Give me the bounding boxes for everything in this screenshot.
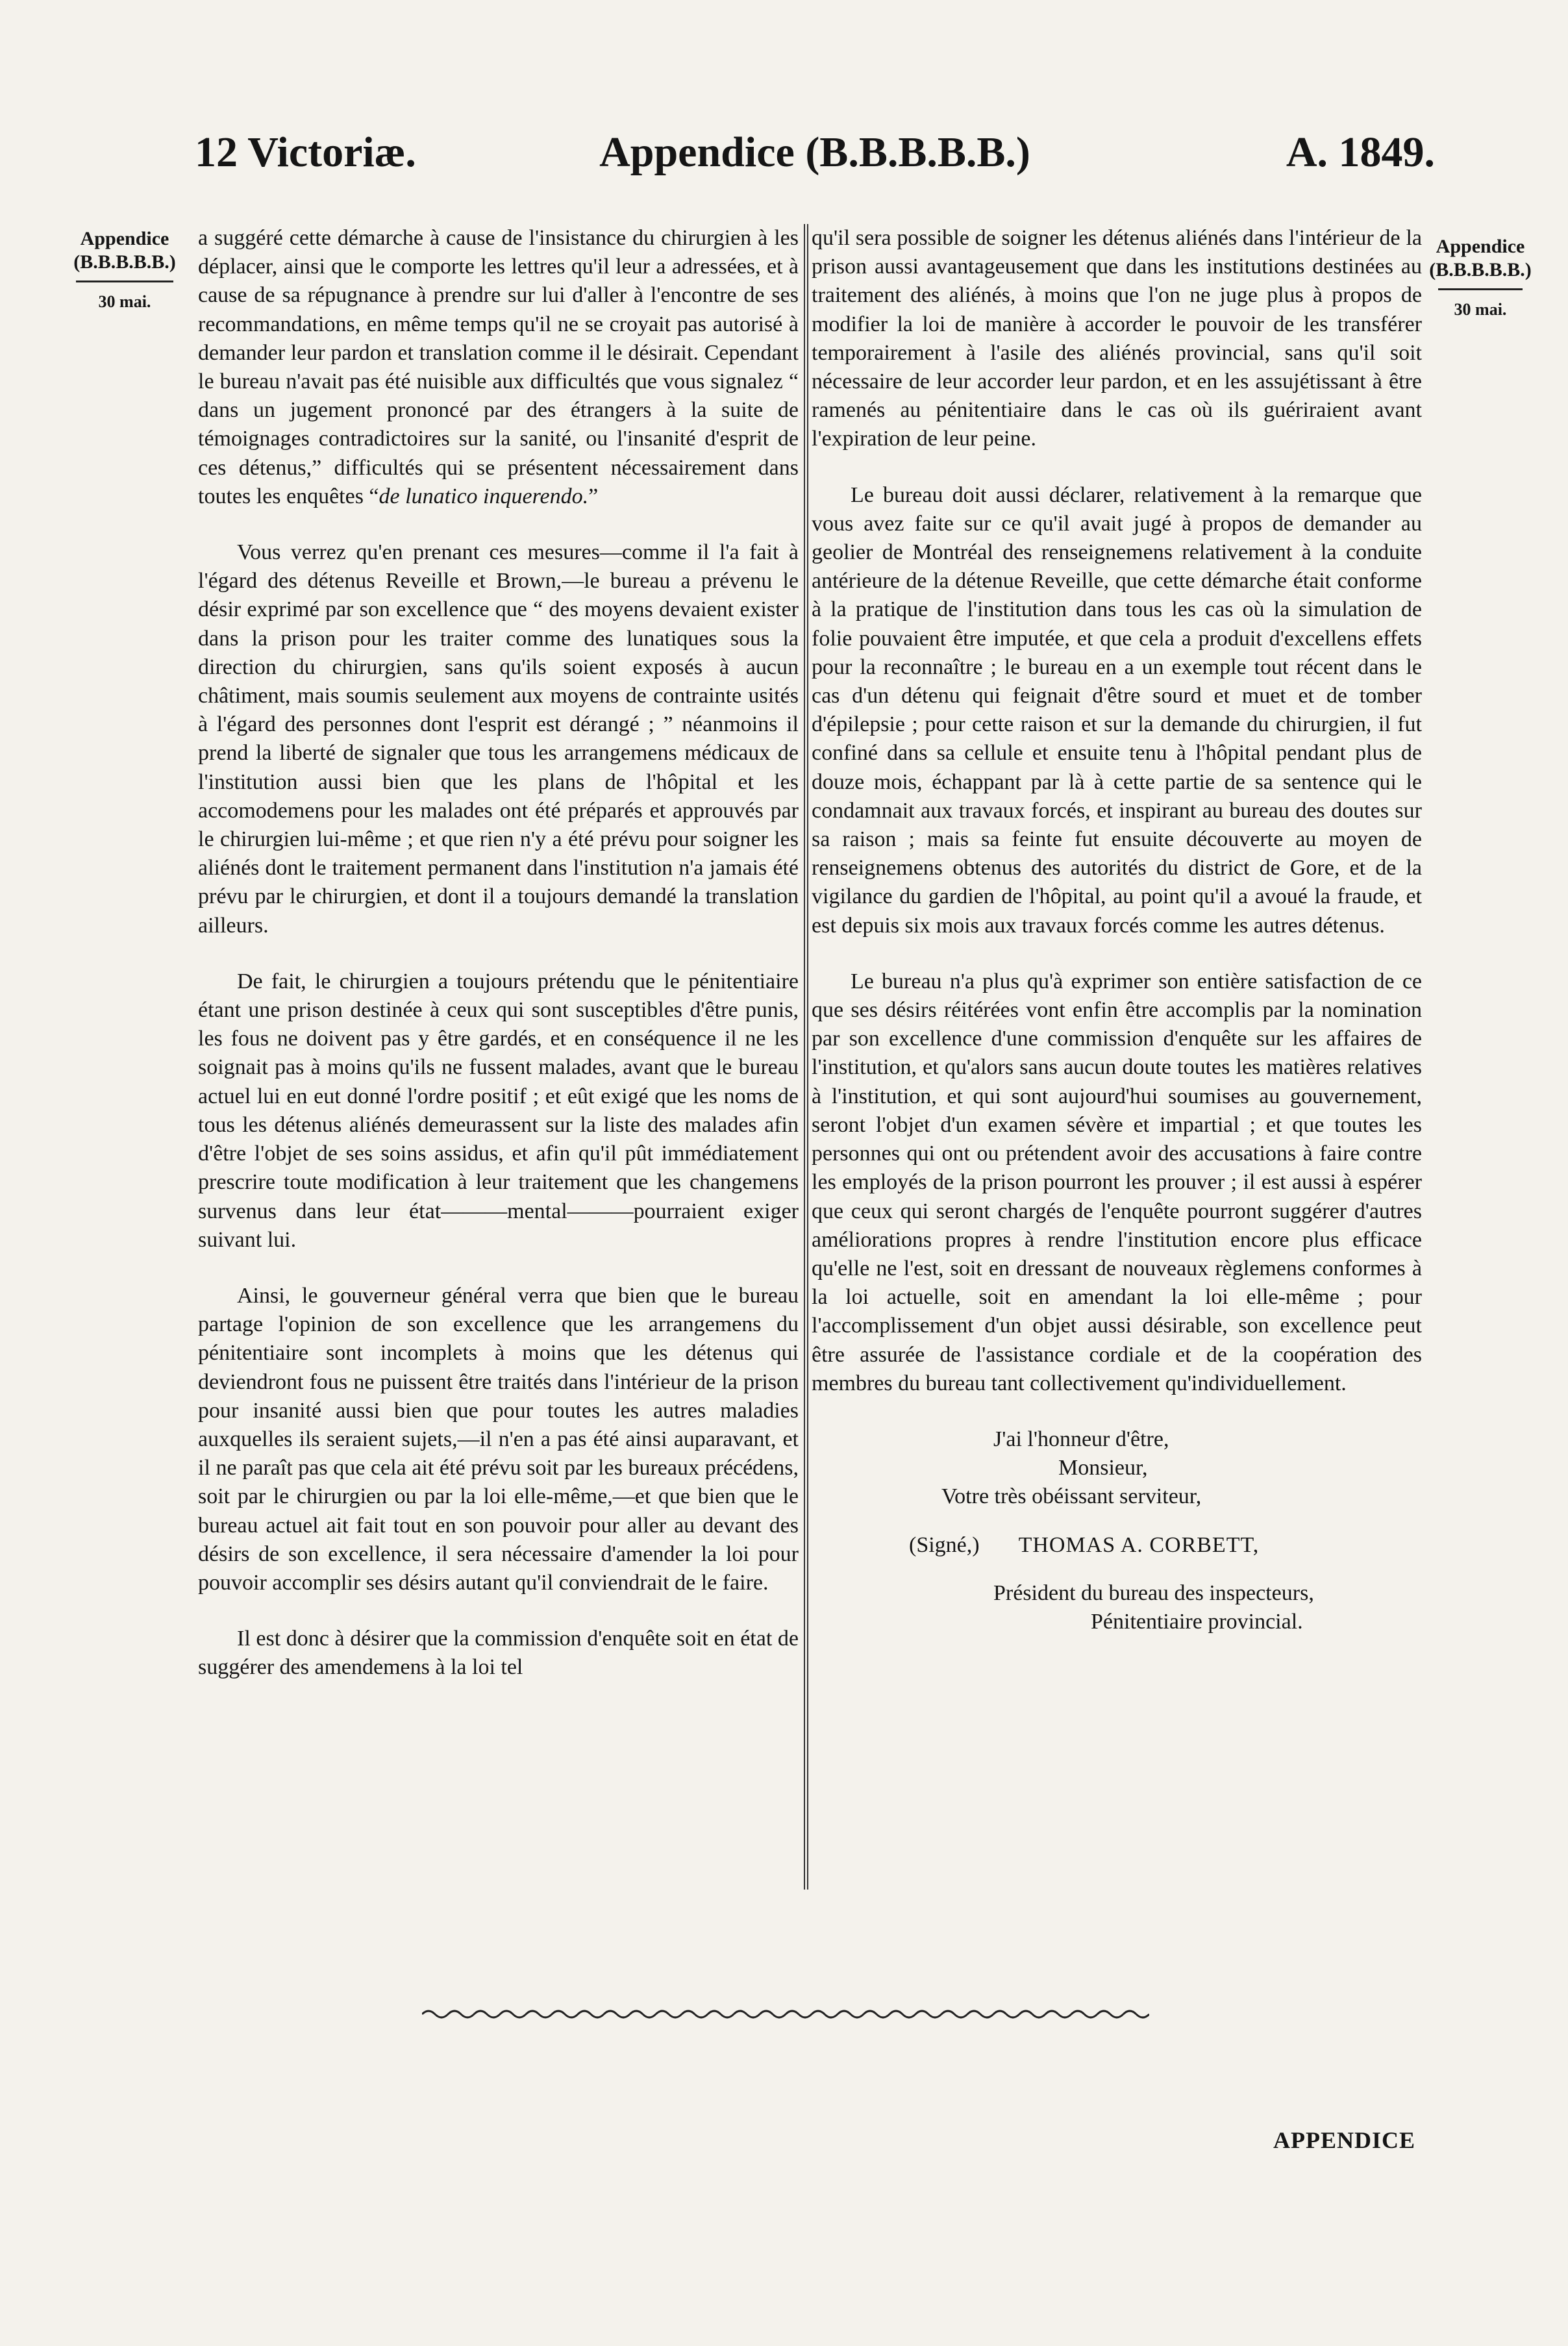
margin-note-date: 30 mai.: [1454, 300, 1507, 319]
paragraph: Le bureau doit aussi déclarer, relativement à la remarque que vous avez faite sur ce qu'il avait jugé à propos de demander au geolier de Montréal des renseignemens relativement à la conduite antérieure de la détenue Reveille, que cette démarche était conforme à la pratique de l'institution dans tous les cas où la simulation de folie pouvaient être imputée, et que cela a produit d'excellens effets pour la reconnaître ; le bureau en a un exemple tout récent dans le cas d'un détenu qui feignait d'être sourd et muet et de tomber d'épilepsie ; pour cette raison et sur la demande du chirurgien, il fut confiné dans sa cellule et ensuite tenu à l'hôpital pendant plus de douze mois, échappant par là à cette partie de sa sentence qui le condamnait aux travaux forcés, et inspirant au bureau des doutes sur sa raison ; mais sa feinte fut ensuite découverte au moyen de renseignemens obtenus des autorités du district de Gore, et de la vigilance du gardien de l'hôpital, au point qu'il a avoué la fraude, et est depuis six mois aux travaux forcés comme les autres détenus.: [812, 482, 1422, 938]
closing-servant: Votre très obéissant serviteur,: [941, 1484, 1202, 1509]
margin-note-label: Appendice: [1436, 236, 1525, 257]
signatory-name: THOMAS A. CORBETT,: [1018, 1532, 1260, 1557]
ornamental-rule: [422, 2006, 1149, 2022]
paragraph: Ainsi, le gouverneur général verra que bien que le bureau partage l'opinion de son excellence que les arrangemens du pénitentiaire sont incomplets à moins que les détenus qui deviendront fous ne puissent être traités dans l'intérieur de la prison pour insanité aussi bien que pour toutes les autres maladies auxquelles ils seraient sujets,—il n'en a pas été ainsi auparavant, et il ne paraît pas que cela ait été prévu soit par les bureaux précédens, soit par le chirurgien ou par la loi elle-même,—et que bien que le bureau actuel ait fait tout en son pouvoir pour aller au devant des désirs de son excellence, il sera nécessaire d'amender la loi pour pouvoir accomplir ses désirs autant qu'il conviendrait de le faire.: [198, 1283, 799, 1595]
left-column: [198, 224, 799, 1710]
margin-note-left: [60, 227, 190, 314]
column-divider: [804, 224, 808, 1890]
paragraph-text: a suggéré cette démarche à cause de l'insistance du chirurgien à les déplacer, ainsi que le comporte les lettres qu'il leur a adressées, et à cause de sa répugnance à prendre sur lui d'aller à l'encontre de ses recommandations, en même temps qu'il ne se croyait pas autorisé à demander leur pardon et translation comme il le désirait. Cependant le bureau n'avait pas été nuisible aux difficultés que vous signalez “ dans un jugement prononcé par des étrangers à la suite de témoignages contradictoires sur la sanité, ou l'insanité d'esprit de ces détenus,” difficultés qui se présentent nécessairement dans toutes les enquêtes “: [198, 226, 799, 508]
paragraph: Vous verrez qu'en prenant ces mesures—comme il l'a fait à l'égard des détenus Reveille et Brown,—le bureau a prévenu le désir exprimé par son excellence que “ des moyens devaient exister dans la prison pour les traiter comme des lunatiques sous la direction du chirurgien, sans qu'ils soient exposés à aucun châtiment, mais soumis seulement aux moyens de contrainte usités à l'égard des personnes dont l'esprit est dérangé ; ” néanmoins il prend la liberté de signaler que tous les arrangemens médicaux de l'institution aussi bien que les plans de l'hôpital et les accomodemens pour les malades ont été préparés et approuvés par le chirurgien lui-même ; et que rien n'y a été prévu pour soigner les aliénés dont le traitement permanent dans l'institution n'a jamais été prévu par le chirurgien, et dont il a toujours demandé la translation ailleurs.: [198, 540, 799, 938]
margin-note-ref: (B.B.B.B.B.): [73, 251, 176, 273]
header-year: A. 1849.: [1286, 129, 1435, 176]
paragraph: De fait, le chirurgien a toujours prétendu que le pénitentiaire étant une prison destinée à ceux qui sont susceptibles d'être punis, les fous ne doivent pas y être gardés, et en conséquence il ne les soignait pas à moins qu'ils ne fussent malades, avant que le bureau actuel lui en eut donné l'ordre positif ; et eût exigé que les noms de tous les détenus aliénés demeurassent sur la liste des malades afin d'être l'objet de ses soins assidus, et afin qu'il pût immédiatement prescrire toute modification à leur traitement que les changemens survenus dans leur état———mental———pourraient exiger suivant lui.: [198, 969, 799, 1252]
signature-line: [812, 1531, 1422, 1560]
latin-phrase: de lunatico inquerendo.: [379, 484, 589, 508]
paragraph: qu'il sera possible de soigner les détenus aliénés dans l'intérieur de la prison aussi avantageusement que dans les institutions destinées au traitement des aliénés, à moins que l'on ne juge plus à propos de modifier la loi de manière à accorder le pouvoir de les transférer temporairement à l'asile des aliénés provincial, sans qu'il soit nécessaire de leur accorder leur pardon, et en les assujétissant à être ramenés au pénitentiaire dans le cas où ils guériraient avant l'expiration de leur peine.: [812, 226, 1422, 451]
margin-note-rule: [76, 281, 173, 282]
closing-honour: J'ai l'honneur d'être,: [993, 1427, 1169, 1451]
margin-note-right: [1425, 235, 1536, 321]
signed-marker: (Signé,): [909, 1532, 980, 1557]
margin-note-label: Appendice: [80, 228, 169, 249]
margin-note-ref: (B.B.B.B.B.): [1429, 259, 1532, 281]
closing-quote: ”: [588, 484, 599, 508]
signatory-institution: Pénitentiaire provincial.: [1091, 1609, 1303, 1634]
paragraph: [198, 224, 799, 511]
catchword: APPENDICE: [1273, 2127, 1415, 2153]
header-session: 12 Victoriæ.: [195, 129, 416, 176]
page-header: [195, 123, 1435, 182]
signature-block: [812, 1425, 1422, 1636]
margin-note-rule: [1438, 288, 1523, 290]
closing-salutation: Monsieur,: [1058, 1456, 1148, 1480]
right-column: [812, 224, 1422, 1636]
paragraph: Il est donc à désirer que la commission d'enquête soit en état de suggérer des amendemens à la loi tel: [198, 1627, 799, 1680]
header-title: Appendice (B.B.B.B.B.): [599, 129, 1030, 176]
signatory-title: Président du bureau des inspecteurs,: [993, 1580, 1314, 1605]
margin-note-date: 30 mai.: [98, 292, 151, 311]
paragraph: Le bureau n'a plus qu'à exprimer son entière satisfaction de ce que ses désirs réitérées vont enfin être accomplis par la nomination par son excellence d'une commission d'enquête sur les affaires de l'institution, et qu'alors sans aucun doute toutes les matières relatives à l'institution, et qui sont aujourd'hui soumises au gouvernement, seront l'objet d'un examen sévère et impartial ; et que toutes les personnes qui ont ou prétendent avoir des accusations à faire contre les employés de la prison pourront les prouver ; il est aussi à espérer que ceux qui seront chargés de l'enquête pourront suggérer d'autres améliorations propres à rendre l'institution encore plus efficace qu'elle ne l'est, soit en dressant de nouveaux règlemens conformes à la loi actuelle, soit en amendant la loi elle-même ; pour l'accomplissement d'un objet aussi désirable, son excellence peut être assurée de l'assistance cordiale et de la coopération des membres du bureau tant collectivement qu'individuellement.: [812, 969, 1422, 1395]
